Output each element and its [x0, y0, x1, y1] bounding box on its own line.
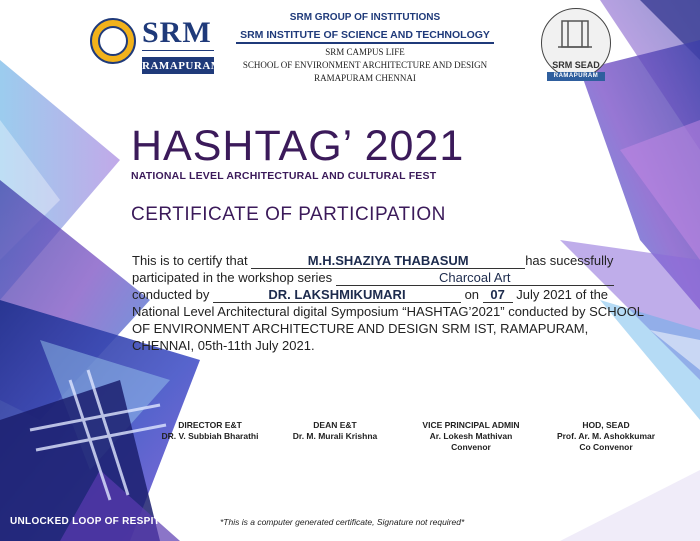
signatory-role: DIRECTOR E&T [178, 420, 242, 430]
signatory-role: DEAN E&T [313, 420, 357, 430]
body-text-1: This is to certify that [132, 253, 252, 268]
participant-name: M.H.SHAZIYA THABASUM [251, 254, 525, 269]
signatory-name: Prof. Ar. M. Ashokkumar [556, 431, 656, 441]
signatory-hod [545, 420, 667, 453]
event-title: HASHTAG’ 2021 [131, 122, 465, 170]
srm-logo-text: SRM [142, 16, 212, 49]
body-text-5: on [460, 287, 483, 302]
school-name: SCHOOL OF ENVIRONMENT ARCHITECTURE AND DESIGN [242, 60, 488, 70]
event-day: 07 [483, 288, 513, 303]
signatory-dean [285, 420, 385, 442]
location: RAMAPURAM CHENNAI [314, 73, 416, 83]
signatory-role: VICE PRINCIPAL ADMIN [422, 420, 520, 430]
certificate-body [132, 252, 652, 354]
body-text-2: has sucessfully [525, 253, 614, 268]
institute-name: SRM INSTITUTE OF SCIENCE AND TECHNOLOGY [236, 28, 494, 44]
signatory-name: Ar. Lokesh Mathivan [429, 431, 513, 441]
srm-logo-campus: RAMAPURAM [142, 60, 222, 72]
signatory-name: Dr. M. Murali Krishna [292, 431, 378, 441]
srm-emblem-icon [90, 18, 136, 64]
signatory-note: Co Convenor [579, 442, 633, 452]
workshop-name: Charcoal Art [336, 271, 614, 286]
event-subtitle: NATIONAL LEVEL ARCHITECTURAL AND CULTURAL FEST [131, 170, 437, 182]
srm-logo-rule [142, 50, 214, 58]
conductor-name: DR. LAKSHMIKUMARI [213, 288, 461, 303]
body-text-4: conducted by [132, 287, 213, 302]
sead-logo-text: SRM SEAD [552, 60, 600, 70]
sead-logo [541, 8, 615, 86]
signatory-note: Convenor [451, 442, 491, 452]
sead-logo-campus: RAMAPURAM [547, 72, 605, 81]
certificate-heading: CERTIFICATE OF PARTICIPATION [131, 204, 446, 225]
signatory-director [150, 420, 270, 442]
body-text-3: participated in the workshop series [132, 270, 336, 285]
srm-logo [90, 12, 222, 76]
institution-header [230, 11, 500, 85]
campus-life: SRM CAMPUS LIFE [325, 47, 405, 57]
signatory-vice-principal [405, 420, 537, 453]
group-name: SRM GROUP OF INSTITUTIONS [289, 12, 441, 23]
footer-note: *This is a computer generated certificate, Signature not required* [220, 517, 465, 527]
body-text-6: July 2021 of the National Level Architectural digital Symposium “HASHTAG’2021” conducted by SCHOOL OF ENVIRONMENT ARCHITECTURE AND DESIGN SRM IST, RAMAPURAM, CHENNAI, 05th-11th July 2021. [132, 287, 644, 353]
footer-tagline: UNLOCKED LOOP OF RESPITE [10, 516, 168, 527]
signatory-name: DR. V. Subbiah Bharathi [161, 431, 259, 441]
signatory-role: HOD, SEAD [582, 420, 630, 430]
